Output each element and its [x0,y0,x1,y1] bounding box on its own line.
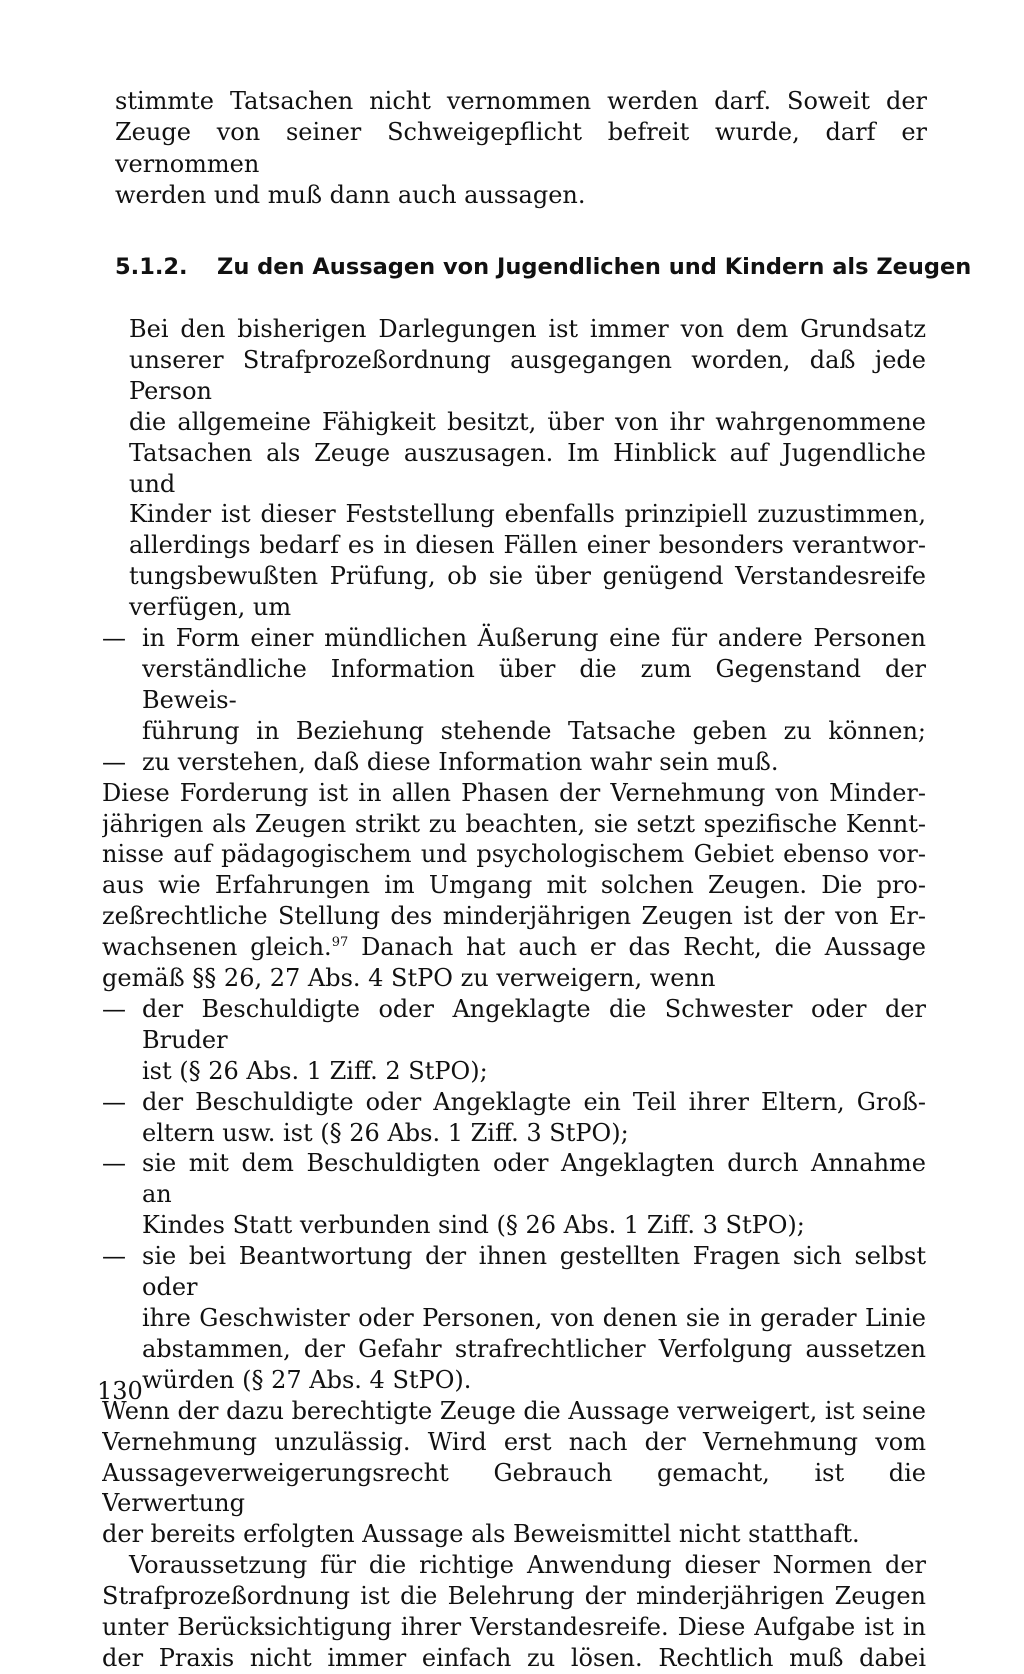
text-line: abstammen, der Gefahr strafrechtlicher Verfolgung aussetzen [142,1334,926,1363]
list-item [102,623,926,747]
text-line: Wenn der dazu berechtigte Zeuge die Aussage verweigert, ist seine [102,1396,926,1425]
text-line: der Beschuldigte oder Angeklagte die Schwester oder der Bruder [142,994,926,1054]
dash-bullet: — [102,1149,126,1178]
list-item [102,1087,926,1149]
text-line: jährigen als Zeugen strikt zu beachten, sie setzt spezifische Kennt- [102,809,926,838]
text-line: die allgemeine Fähigkeit besitzt, über von ihr wahrgenommene [129,407,926,436]
dash-list-2 [102,994,926,1396]
text-line: stimmte Tatsachen nicht vernommen werden darf. Soweit der [115,87,927,115]
dash-bullet: — [102,994,126,1023]
list-item [102,1241,926,1396]
section-number: 5.1.2. [115,254,188,280]
text-line: in Form einer mündlichen Äußerung eine für andere Personen [142,624,926,653]
text-line: Tatsachen als Zeuge auszusagen. Im Hinblick auf Jugendliche und [129,438,926,498]
dash-list-1 [102,623,926,778]
text-line: werden und muß dann auch aussagen. [115,180,586,209]
text-line: Zeuge von seiner Schweigepflicht befreit wurde, darf er vernommen [115,118,927,178]
paragraph-2 [102,778,926,994]
text-line: Kinder ist dieser Feststellung ebenfalls prinzipiell zuzustimmen, [129,500,926,529]
list-item [102,747,926,778]
page-number: 130 [97,1377,143,1405]
text-line: der Beschuldigte oder Angeklagte ein Teil ihrer Eltern, Groß- [142,1087,926,1116]
dash-bullet: — [102,1087,126,1116]
text-line [102,932,926,963]
text-line: sie bei Beantwortung der ihnen gestellten Fragen sich selbst oder [142,1242,926,1302]
text-line: Vernehmung unzulässig. Wird erst nach der Vernehmung vom [102,1427,926,1456]
text-line: allerdings bedarf es in diesen Fällen einer besonders verantwor- [129,531,926,560]
section-title: Zu den Aussagen von Jugendlichen und Kindern als Zeugen [217,254,972,280]
paragraph-3 [102,1396,926,1551]
text-line: führung in Beziehung stehende Tatsache geben zu können; [142,716,926,745]
text-line: der bereits erfolgten Aussage als Beweismittel nicht statthaft. [102,1520,860,1549]
dash-bullet: — [102,1242,126,1271]
list-item [102,1148,926,1241]
text-line: unserer Strafprozeßordnung ausgegangen worden, daß jede Person [129,345,926,405]
text-line: würden (§ 27 Abs. 4 StPO). [142,1365,472,1394]
text-line: eltern usw. ist (§ 26 Abs. 1 Ziff. 3 StPO); [142,1118,629,1147]
footnote-marker: 97 [331,935,349,951]
text-line: Voraussetzung für die richtige Anwendung dieser Normen der [129,1551,926,1580]
paragraph-4 [102,1550,926,1674]
intro-paragraph [115,86,927,211]
dash-bullet: — [102,747,126,776]
section-heading [115,252,972,282]
text-line: Kindes Statt verbunden sind (§ 26 Abs. 1 Ziff. 3 StPO); [142,1211,805,1240]
text-fragment: Danach hat auch er das Recht, die Aussage [348,933,926,962]
text-line: der Praxis nicht immer einfach zu lösen. Rechtlich muß dabei [102,1643,926,1672]
text-line: nisse auf pädagogischem und psychologischem Gebiet ebenso vor- [102,840,926,869]
text-line: aus wie Erfahrungen im Umgang mit solchen Zeugen. Die pro- [102,871,926,900]
text-line: Bei den bisherigen Darlegungen ist immer von dem Grundsatz [129,315,926,343]
text-line: verfügen, um [129,593,292,622]
text-line: verständliche Information über die zum Gegenstand der Beweis- [142,654,926,714]
text-line: tungsbewußten Prüfung, ob sie über genügend Verstandesreife [129,562,926,591]
text-line: Strafprozeßordnung ist die Belehrung der minderjährigen Zeugen [102,1582,926,1611]
text-line: unter Berücksichtigung ihrer Verstandesreife. Diese Aufgabe ist in [102,1613,926,1642]
text-line: zu verstehen, daß diese Information wahr sein muß. [142,747,779,776]
text-line: gemäß §§ 26, 27 Abs. 4 StPO zu verweigern, wenn [102,964,716,993]
dash-bullet: — [102,624,126,653]
text-line: zeßrechtliche Stellung des minderjährigen Zeugen ist der von Er- [102,902,926,931]
text-line: ihre Geschwister oder Personen, von denen sie in gerader Linie [142,1304,926,1332]
text-line: ist (§ 26 Abs. 1 Ziff. 2 StPO); [142,1056,488,1085]
text-line: sie mit dem Beschuldigten oder Angeklagten durch Annahme an [142,1149,926,1209]
text-fragment: wachsenen gleich. [102,933,332,962]
text-line: Aussageverweigerungsrecht Gebrauch gemacht, ist die Verwertung [102,1458,926,1518]
paragraph-1 [102,314,926,623]
body-text [102,314,926,1674]
text-line: Diese Forderung ist in allen Phasen der Vernehmung von Minder- [102,778,926,807]
list-item [102,994,926,1087]
